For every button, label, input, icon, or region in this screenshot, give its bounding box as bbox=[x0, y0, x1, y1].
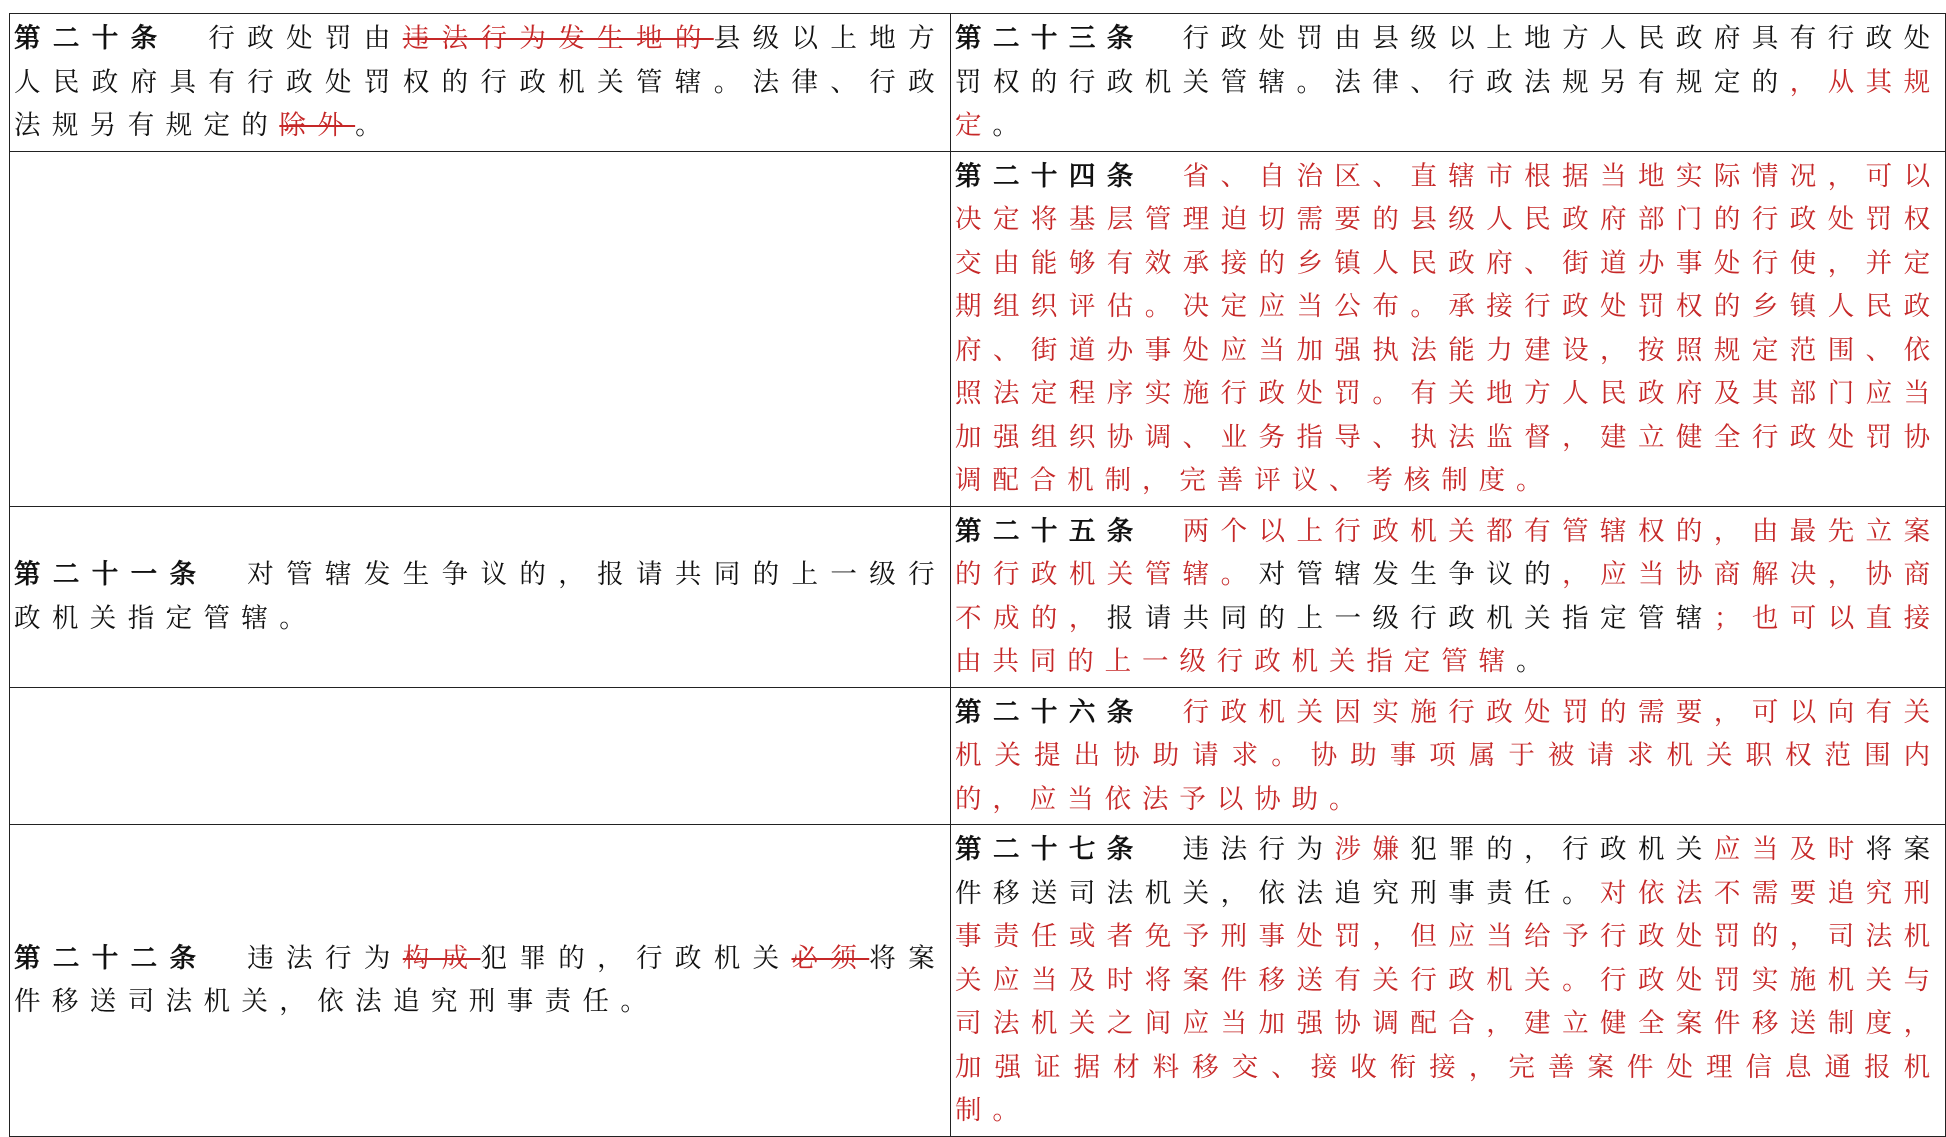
text-run: 报请共同的上一级行政机关指定管辖 bbox=[1106, 602, 1714, 634]
article-number: 第二十五条 bbox=[955, 515, 1145, 547]
added-text: 两个以上行政机关都有管辖权的，由最先立案的行政机关管辖。 bbox=[955, 515, 1941, 590]
article-number: 第二十七条 bbox=[955, 834, 1145, 865]
new-article-cell bbox=[951, 687, 1946, 825]
deleted-text: 违法行为发生地的 bbox=[402, 23, 714, 54]
new-article-text bbox=[955, 23, 1941, 141]
table-row bbox=[10, 506, 1946, 687]
text-run: 将案件移送司法机关，依法追究刑事责任。 bbox=[955, 834, 1941, 909]
deleted-text: 必须 bbox=[791, 942, 870, 974]
text-run: 。 bbox=[992, 110, 1030, 141]
added-text: 对依法不需要追究刑事责任或者免予刑事处罚，但应当给予行政处罚的，司法机关应当及时将案件移送有关行政机关。行政处罚实施机关与司法机关之间应当加强协调配合，建立健全案件移送制度，加强证据材料移交、接收衔接，完善案件处理信息通报机制。 bbox=[955, 877, 1941, 1126]
new-article-text bbox=[955, 516, 1941, 678]
text-run: 犯罪的，行政机关 bbox=[1410, 834, 1714, 865]
text-run: 违法行为 bbox=[208, 942, 403, 974]
new-article-cell bbox=[951, 151, 1946, 506]
new-article-text bbox=[955, 161, 1941, 497]
text-run: 。 bbox=[355, 110, 394, 141]
deleted-text: 除外 bbox=[279, 110, 356, 141]
text-run: 县级以上地方人民政府具有行政处罚权的行政机关管辖。法律、行政法规另有规定的 bbox=[14, 23, 946, 141]
old-article-cell-empty bbox=[10, 151, 951, 506]
table-row bbox=[10, 825, 1946, 1137]
old-article-cell bbox=[10, 825, 951, 1137]
article-number: 第二十四条 bbox=[955, 160, 1145, 192]
deleted-text: 构成 bbox=[402, 942, 481, 974]
article-number: 第二十三条 bbox=[955, 23, 1145, 54]
text-run: 对管辖发生争议的，报请共同的上一级行政机关指定管辖。 bbox=[14, 559, 946, 634]
new-article-cell bbox=[951, 506, 1946, 687]
text-run: 行政处罚由 bbox=[169, 23, 403, 54]
text-run: 。 bbox=[1516, 646, 1554, 677]
new-article-cell bbox=[951, 14, 1946, 152]
old-article-cell bbox=[10, 506, 951, 687]
added-text: 涉嫌 bbox=[1334, 834, 1411, 865]
old-article-text bbox=[14, 559, 946, 634]
added-text: 应当及时 bbox=[1713, 834, 1866, 865]
article-number: 第二十条 bbox=[14, 23, 170, 54]
old-article-cell-empty bbox=[10, 687, 951, 825]
comparison-table bbox=[9, 13, 1946, 1137]
article-number: 第二十六条 bbox=[955, 696, 1145, 728]
added-text: ，应当协商解决，协商不成的， bbox=[955, 559, 1942, 634]
added-text: 行政机关因实施行政处罚的需要，可以向有关机关提出协助请求。协助事项属于被请求机关职权范围内的，应当依法予以协助。 bbox=[955, 696, 1941, 815]
table-row bbox=[10, 151, 1946, 506]
old-article-cell bbox=[10, 14, 951, 152]
new-article-cell bbox=[951, 825, 1946, 1137]
article-number: 第二十二条 bbox=[14, 942, 209, 974]
new-article-text bbox=[955, 697, 1941, 815]
table-row bbox=[10, 14, 1946, 152]
added-text: 省、自治区、直辖市根据当地实际情况，可以决定将基层管理迫切需要的县级人民政府部门的行政处罚权交由能够有效承接的乡镇人民政府、街道办事处行使，并定期组织评估。决定应当公布。承接行政处罚权的乡镇人民政府、街道办事处应当加强执法能力建设，按照规定范围、依照法定程序实施行政处罚。有关地方人民政府及其部门应当加强组织协调、业务指导、执法监督，建立健全行政处罚协调配合机制，完善评议、考核制度。 bbox=[955, 160, 1941, 496]
table-row bbox=[10, 687, 1946, 825]
text-run: 违法行为 bbox=[1144, 834, 1335, 865]
text-run: 将案件移送司法机关，依法追究刑事责任。 bbox=[14, 942, 947, 1018]
text-run: 犯罪的，行政机关 bbox=[480, 942, 792, 974]
article-number: 第二十一条 bbox=[14, 559, 209, 590]
old-article-text bbox=[14, 943, 946, 1018]
added-text: ，从其规定 bbox=[955, 66, 1941, 141]
old-article-text bbox=[14, 23, 946, 141]
text-run: 对管辖发生争议的 bbox=[1258, 559, 1563, 590]
text-run: 行政处罚由县级以上地方人民政府具有行政处罚权的行政机关管辖。法律、行政法规另有规定的 bbox=[955, 23, 1941, 98]
new-article-text bbox=[955, 834, 1941, 1126]
added-text: ；也可以直接由共同的上一级行政机关指定管辖 bbox=[955, 602, 1941, 677]
